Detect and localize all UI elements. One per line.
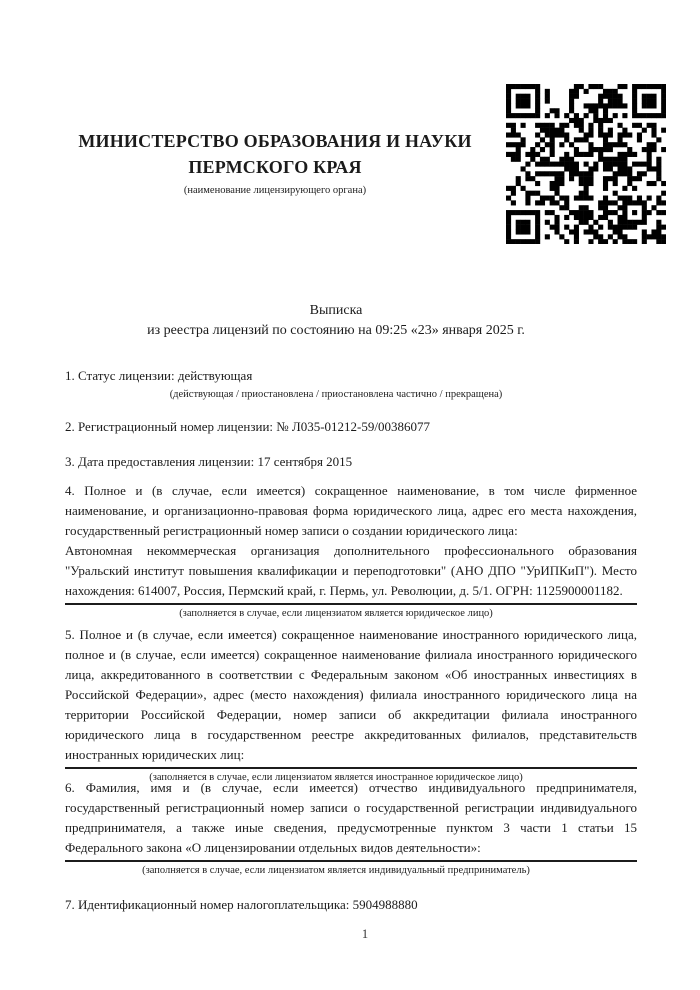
legal-entity-caption: (заполняется в случае, если лицензиатом является юридическое лицо): [179, 608, 493, 619]
qr-code-icon: [506, 84, 666, 244]
license-status-line: 1. Статус лицензии: действующая: [65, 368, 253, 383]
license-number-line: 2. Регистрационный номер лицензии: № Л035-01212-59/00386077: [65, 419, 431, 434]
foreign-entity-field-rule: [65, 767, 637, 769]
ministry-header: [65, 128, 485, 198]
section-legal-entity: [65, 481, 637, 621]
legal-entity-field-rule: [65, 603, 637, 605]
ministry-name-line1: МИНИСТЕРСТВО ОБРАЗОВАНИЯ И НАУКИ: [78, 131, 472, 151]
entrepreneur-caption: (заполняется в случае, если лицензиатом является индивидуальный предприниматель): [142, 865, 530, 876]
inn-line: 7. Идентификационный номер налогоплательщика: 5904988880: [65, 897, 418, 912]
legal-entity-value: Автономная некоммерческая организация дополнительного профессионального образования "Уральский институт повышения квалификации и переподготовки" (АНО ДПО "УрИПКиП"). Место нахождения: 614007, Россия, Пермский край, г. Пермь, ул. Революции, д. 5/1. ОГРН: 1125900001182.: [65, 543, 637, 598]
foreign-entity-label: 5. Полное и (в случае, если имеется) сокращенное наименование иностранного юридического лица, полное и (в случае, если имеется) сокращенное наименование филиала иностранного юридического лица, аккредитованного в соответствии с Федеральным законом «Об иностранных инвестициях в Российской Федерации», адрес (место нахождения) филиала иностранного юридического лица на территории Российской Федерации, номер записи об аккредитации филиала иностранного юридического лица в государственном реестре аккредитованных филиалов, представительств иностранных юридических лиц:: [65, 627, 637, 762]
page-number: 1: [361, 927, 369, 941]
document-title-block: [65, 301, 607, 341]
ministry-name-line2: ПЕРМСКОГО КРАЯ: [188, 157, 362, 177]
section-license-status: [65, 366, 637, 402]
section-foreign-entity: [65, 625, 637, 785]
entrepreneur-label: 6. Фамилия, имя и (в случае, если имеется) отчество индивидуального предпринимателя, государственный регистрационный номер записи о государственной регистрации индивидуального предпринимателя, а также иные сведения, предусмотренные пунктом 3 части 1 статьи 15 Федерального закона «О лицензировании отдельных видов деятельности»:: [65, 780, 637, 855]
license-date-line: 3. Дата предоставления лицензии: 17 сентября 2015: [65, 454, 353, 469]
section-license-date: [65, 452, 637, 472]
legal-entity-label: 4. Полное и (в случае, если имеется) сокращенное наименование, в том числе фирменное наименование, и организационно-правовая форма юридического лица, адрес его места нахождения, государственный регистрационный номер записи о создании юридического лица:: [65, 483, 637, 538]
license-status-caption: (действующая / приостановлена / приостановлена частично / прекращена): [169, 389, 503, 400]
section-license-number: [65, 417, 637, 437]
foreign-entity-caption: (заполняется в случае, если лицензиатом является иностранное юридическое лицо): [149, 772, 523, 783]
section-entrepreneur: [65, 778, 637, 878]
document-subtitle: из реестра лицензий по состоянию на 09:25 «23» января 2025 г.: [147, 323, 525, 338]
section-inn: [65, 895, 637, 915]
document-title: Выписка: [309, 303, 363, 318]
entrepreneur-field-rule: [65, 860, 637, 862]
ministry-caption: (наименование лицензирующего органа): [183, 185, 367, 196]
